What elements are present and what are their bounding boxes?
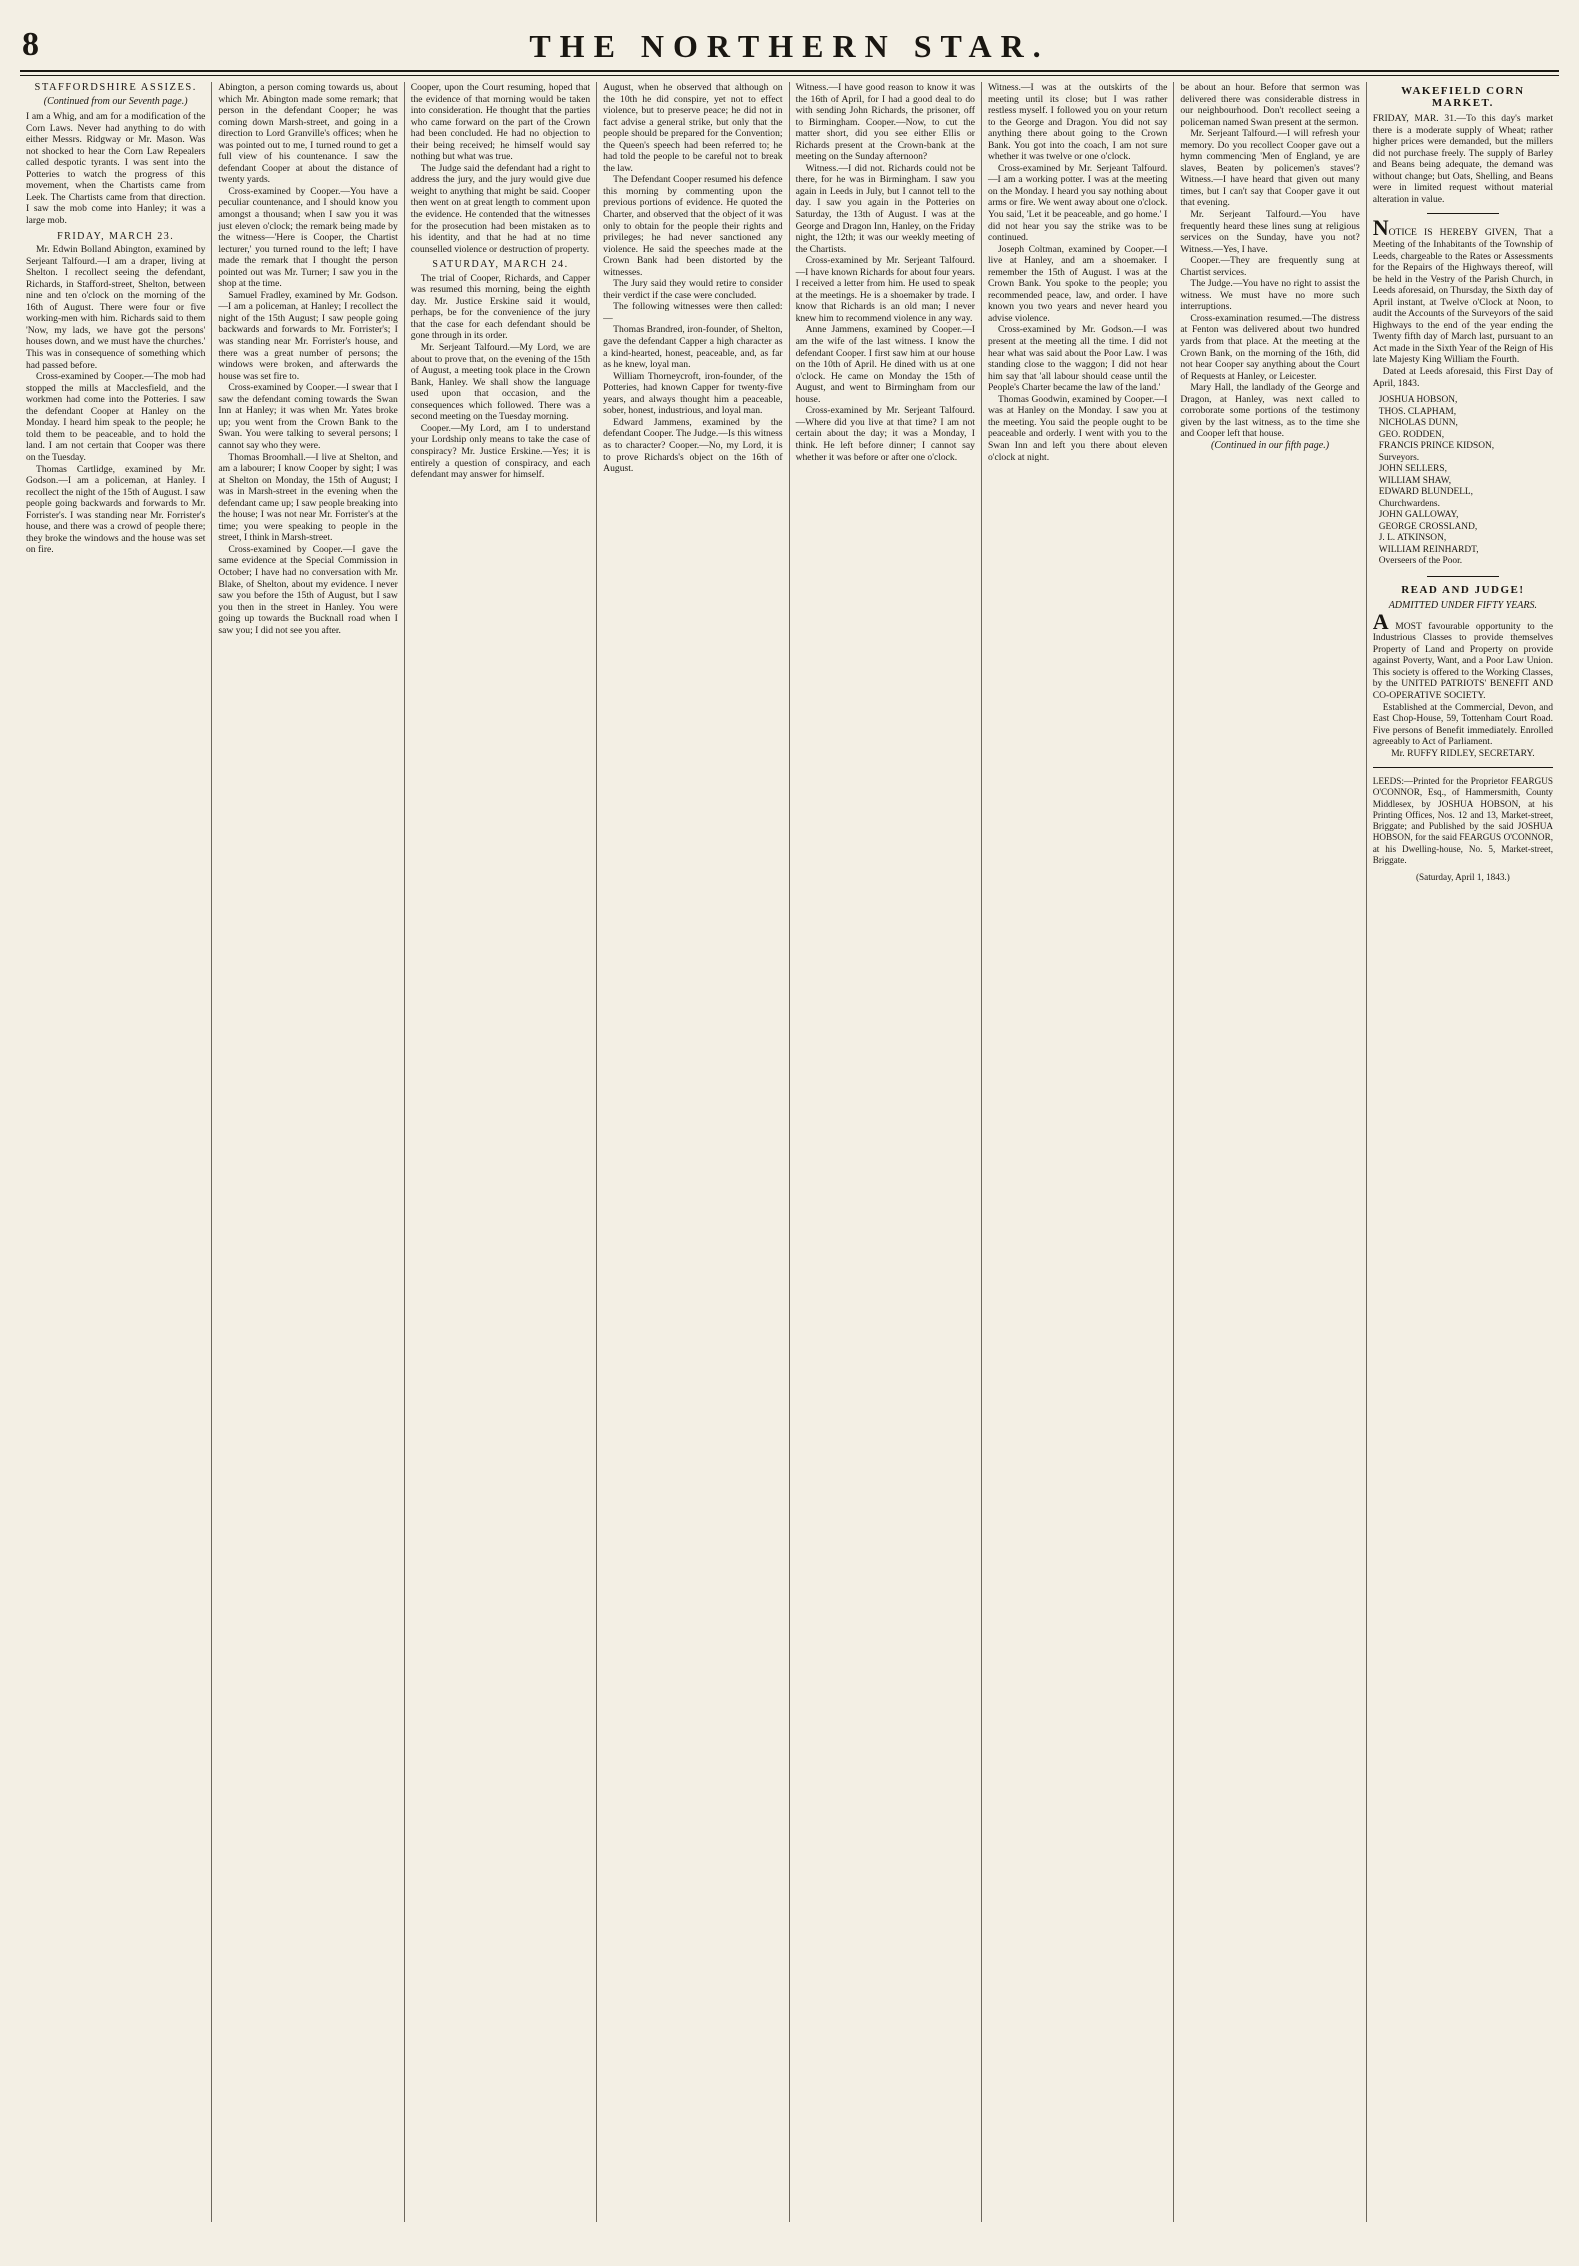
signatory: THOS. CLAPHAM,	[1378, 406, 1457, 417]
paragraph: Cooper.—My Lord, am I to understand your Lordship only means to take the case of conspiracy? Mr. Justice Erskine.—Yes; it is entirely a question of conspiracy, and each defendant may answer for himself.	[410, 422, 591, 481]
advert-text: Established at the Commercial, Devon, and East Chop-House, 59, Tottenham Court Road. Five persons of Benefit immediately. Enrolled agreeably to Act of Parliament.	[1372, 701, 1553, 748]
paragraph: Witness.—I was at the outskirts of the meeting until its close; but I was rather restless myself. I followed you on your return to the George and Dragon. You did not say anything there about going to the Crown Bank. You got into the coach, I am not sure whether it was twelve or one o'clock.	[987, 82, 1168, 163]
paragraph: Edward Jammens, examined by the defendant Cooper. The Judge.—Is this witness as to character? Cooper.—No, my Lord, it is to prove Richards's object on the 16th of August.	[603, 416, 783, 475]
paragraph: Thomas Brandred, iron-founder, of Shelton, gave the defendant Capper a high character as a kind-hearted, honest, peaceable, and, as far as he knew, loyal man.	[603, 324, 783, 371]
paragraph: The Judge said the defendant had a right to address the jury, and the jury would give due weight to anything that might be said. Cooper then went on at great length to comment upon the evidence. He contended that the witnesses for the prosecution had been mistaken as to his identity, and that he had at no time counselled violence or destruction of property.	[410, 162, 591, 255]
paragraph: Mr. Serjeant Talfourd.—My Lord, we are about to prove that, on the evening of the 15th of August, a meeting took place in the Crown Bank, Hanley. We shall show the language used upon that occasion, and the consequences which followed. There was a second meeting on the Tuesday morning.	[410, 342, 591, 423]
paragraph: Witness.—I did not. Richards could not be there, for he was in Birmingham. I saw you again in Leeds in July, but I cannot tell to the day. I saw you again in the Potteries on Saturday, the 13th of August. I was at the George and Dragon Inn, Hanley, on the Friday night, the 12th; it was our weekly meeting of the Chartists.	[795, 162, 975, 255]
paragraph: Witness.—I have good reason to know it was the 16th of April, for I had a good deal to do with sending John Richards, the prisoner, off to Birmingham. Cooper.—Now, to cut the matter short, did you see either Ellis or Richards present at the Crown-bank at the meeting on the Sunday afternoon?	[795, 82, 975, 163]
column-7	[1174, 82, 1366, 2222]
paragraph: Cross-examined by Cooper.—You have a peculiar countenance, and I should know you amongst a thousand; when I saw you it was just eleven o'clock; the remark being made by the witness—'Here is Cooper, the Chartist lecturer,' you turned round to the left; I have made the remark that I thought the person pointed out was Mr. Turner; I saw you in the shop at the time.	[218, 185, 398, 290]
column-4	[597, 82, 789, 2222]
page-number: 8	[22, 26, 39, 63]
paragraph: Thomas Goodwin, examined by Cooper.—I was at Hanley on the Monday. I saw you at the meeting. You said the people ought to be peaceable and orderly. I went with you to the Swan Inn and left you there about eleven o'clock at night.	[987, 393, 1168, 463]
masthead	[20, 26, 1559, 72]
paragraph: Cross-examined by Mr. Serjeant Talfourd.—I am a working potter. I was at the meeting on the Monday. I heard you say nothing about arms or fire. We went away about one o'clock. You said, 'Let it be peaceable, and go home.' I did not hear you say the strike was to be continued.	[987, 162, 1168, 244]
paragraph: Cooper.—They are frequently sung at Chartist services.	[1180, 255, 1360, 278]
paragraph: Thomas Broomhall.—I live at Shelton, and am a labourer; I know Cooper by sight; I was at Shelton on Monday, the 15th of August; I was in Marsh-street in the evening when the defendant came up; I saw people breaking into the house; I was not near Mr. Forrister's at the time; you were speaking to people in the street, I think in Marsh-street.	[218, 451, 398, 544]
paragraph: The Judge.—You have no right to assist the witness. We must have no more such interruptions.	[1180, 278, 1360, 313]
signatory: EDWARD BLUNDELL,	[1378, 487, 1473, 498]
masthead-rule	[20, 75, 1559, 76]
day-heading: FRIDAY, MARCH 23.	[57, 230, 175, 242]
assizes-heading: STAFFORDSHIRE ASSIZES.	[34, 82, 197, 93]
paragraph: Cross-examined by Mr. Godson.—I was present at the meeting all the time. I did not hear what was said about the Poor Law. I was standing close to the waggon; I did not hear him say that 'all labour should cease until the People's Charter became the law of the land.'	[987, 324, 1168, 394]
divider	[1427, 576, 1499, 577]
continued-from: (Continued from our Seventh page.)	[43, 95, 188, 107]
signatory: WILLIAM REINHARDT,	[1378, 544, 1479, 555]
notice-date: Dated at Leeds aforesaid, this First Day of April, 1843.	[1372, 366, 1553, 389]
paragraph: August, when he observed that although on the 10th he did conspire, yet not to effect violence, but to preserve peace; he did not in fact advise a general strike, but only that the people should be prepared for the Convention; the Queen's speech had been referred to; he had told the people to be careful not to break the law.	[603, 82, 783, 174]
secretary-line: Mr. RUFFY RIDLEY, SECRETARY.	[1391, 747, 1535, 759]
paragraph: Joseph Coltman, examined by Cooper.—I live at Hanley, and am a shoemaker. I remember the 15th of August. I was at the Crown Bank. You spoke to the people; you recommended peace, law, and order. I have known you two years and never heard you advise violence.	[987, 243, 1168, 324]
signatory-role: Churchwardens.	[1378, 498, 1440, 509]
paragraph: Samuel Fradley, examined by Mr. Godson.—I am a policeman, at Hanley; I recollect the night of the 15th August; I saw people going backwards and forwards to Mr. Forrister's; I was standing near Mr. Forrister's house, and there was a great number of persons; the windows were broken, and afterwards the house was set fire to.	[218, 289, 398, 382]
signatory: GEO. RODDEN,	[1378, 429, 1445, 440]
day-heading: SATURDAY, MARCH 24.	[432, 259, 569, 271]
paragraph: Cross-examination resumed.—The distress at Fenton was delivered about two hundred yards from that place. At the meeting at the Crown Bank, on the morning of the 16th, did not hear Cooper say anything about the Court of Requests at Hanley, or Leicester.	[1180, 312, 1360, 382]
paragraph: Cross-examined by Mr. Serjeant Talfourd.—I have known Richards for about four years. I received a letter from him. He used to speak at the meetings. He is a shoemaker by trade. I know that Richards is an old man; I never knew him to recommend violence in any way.	[795, 255, 975, 324]
signatory: GEORGE CROSSLAND,	[1378, 521, 1478, 532]
signatory: J. L. ATKINSON,	[1378, 533, 1447, 544]
column-6	[982, 82, 1174, 2222]
paragraph: William Thorneycroft, iron-founder, of the Potteries, had known Capper for twenty-five years, and always thought him a peaceable, sober, honest, industrious, and loyal man.	[603, 370, 783, 417]
highway-notice: NOTICE IS HEREBY GIVEN, That a Meeting of the Inhabitants of the Township of Leeds, chargeable to the Rates or Assessments for the Repairs of the Highways thereof, will be held in the Vestry of the Parish Church, in Leeds aforesaid, on Thursday, the Sixth day of April instant, at Twelve o'Clock at Noon, to audit the Accounts of the Surveyors of the said Highways to the end of the year ending the Twenty fifth day of March last, pursuant to an Act made in the Sixth Year of the Reign of His late Majesty King William the Fourth.	[1372, 215, 1553, 366]
signatory: JOSHUA HOBSON,	[1378, 395, 1458, 406]
signatory: JOHN SELLERS,	[1378, 464, 1447, 475]
paragraph: Cross-examined by Cooper.—The mob had stopped the mills at Macclesfield, and the workmen had come into the Potteries. I saw the defendant Cooper at Hanley on the Monday. I heard him speak to the people; he told them to be peaceable, and to hold the land. I am not certain that Cooper was there on the Tuesday.	[26, 371, 206, 463]
newspaper-title: THE NORTHERN STAR.	[529, 28, 1050, 64]
column-3	[405, 82, 597, 2222]
paragraph: Cross-examined by Cooper.—I gave the same evidence at the Special Commission in October; I have had no conversation with Mr. Blake, of Shelton, about my evidence. I never saw you before the 15th of August, but I saw you then in the street in Hanley. You were going up towards the Bucknall road when I saw you; I did not see you after.	[218, 543, 398, 636]
paragraph: Mr. Serjeant Talfourd.—I will refresh your memory. Do you recollect Cooper gave out a hymn commencing 'Men of England, ye are slaves, Beaten by policemen's staves'? Witness.—I have heard that given out many times, but I can't say that Cooper gave it out that evening.	[1180, 128, 1360, 209]
signatory-role: Overseers of the Poor.	[1378, 556, 1463, 567]
printer-imprint: LEEDS:—Printed for the Proprietor FEARGUS O'CONNOR, Esq., of Hammersmith, County Middlesex, by JOSHUA HOBSON, at his Printing Offices, Nos. 12 and 13, Market-street, Briggate; and Published by the said JOSHUA HOBSON, for the said FEARGUS O'CONNOR, at his Dwelling-house, No. 5, Market-street, Briggate.	[1372, 776, 1553, 865]
market-report: FRIDAY, MAR. 31.—To this day's market there is a moderate supply of Wheat; rather higher prices were demanded, but the millers did not purchase freely. The supply of Barley and Beans being adequate, the demand was without change; but Oats, Shelling, and Beans were in limited request without material alteration in value.	[1372, 113, 1553, 205]
advert-text: A MOST favourable opportunity to the Industrious Classes to provide themselves Property of Land and Property on provide against Poverty, Want, and a Poor Law Union. This society is offered to the Working Classes, by the UNITED PATRIOTS' BENEFIT AND CO-OPERATIVE SOCIETY.	[1372, 608, 1553, 701]
advert-title: READ AND JUDGE!	[1401, 583, 1525, 596]
columns	[20, 82, 1559, 2222]
signatory: WILLIAM SHAW,	[1378, 475, 1452, 486]
market-title: WAKEFIELD CORN MARKET.	[1401, 85, 1525, 109]
paragraph: Mary Hall, the landlady of the George and Dragon, at Hanley, was next called to corroborate some portions of the testimony given by the last witness, as to the time she and Cooper left that house.	[1180, 382, 1360, 440]
paragraph: Mr. Edwin Bolland Abington, examined by Serjeant Talfourd.—I am a draper, living at Shelton. I recollect seeing the defendant, Richards, in Stafford-street, Shelton, between nine and ten o'clock on the morning of the 16th of August. There were four or five working-men with him. Richards said to them 'Now, my lads, we have got the persons' houses down, and we must have the churches.' This was in consequence of something which had passed before.	[26, 244, 206, 371]
paragraph: The Jury said they would retire to consider their verdict if the case were concluded.	[603, 278, 783, 301]
paragraph: I am a Whig, and am for a modification of the Corn Laws. Never had anything to do with either Messrs. Ridgway or Mr. Mason. Was not shocked to hear the Corn Law Repealers called despotic tyrants. I was sent into the Potteries to watch the progress of this movement, when the Chartists came from Leek. The Chartists came from that direction. I saw the mob come into Hanley; it was a large mob.	[26, 111, 206, 227]
divider	[1373, 767, 1553, 768]
advert-subtitle: ADMITTED UNDER FIFTY YEARS.	[1388, 600, 1538, 612]
signatories	[1373, 395, 1553, 568]
continued-note: (Continued in our fifth page.)	[1211, 439, 1330, 451]
divider	[1427, 213, 1499, 214]
signatory: NICHOLAS DUNN,	[1378, 418, 1458, 429]
column-2	[212, 82, 404, 2222]
signatory: FRANCIS PRINCE KIDSON,	[1378, 441, 1495, 452]
paragraph: Anne Jammens, examined by Cooper.—I am the wife of the last witness. I know the defendant Cooper. I first saw him at our house on the 10th of April. He dined with us at one o'clock. He came on Monday the 15th of August, and went to Birmingham from our house.	[795, 324, 975, 405]
signatory: JOHN GALLOWAY,	[1378, 510, 1459, 521]
paragraph: The following witnesses were then called:—	[603, 301, 783, 324]
paragraph: Mr. Serjeant Talfourd.—You have frequently heard these lines sung at religious services on the Sunday, have you not? Witness.—Yes, I have.	[1180, 209, 1360, 255]
paragraph: The trial of Cooper, Richards, and Capper was resumed this morning, being the eighth day. Mr. Justice Erskine said it would, perhaps, be for the convenience of the jury that the case for each defendant should be gone through in its order.	[410, 272, 591, 342]
paragraph: Cross-examined by Cooper.—I swear that I saw the defendant coming towards the Swan Inn at Hanley; it was when Mr. Yates broke up; you went from the Crown Bank to the Swan. You were talking to several persons; I cannot say who they were.	[218, 382, 398, 451]
paragraph: Abington, a person coming towards us, about which Mr. Abington made some remark; that person in the defendant Cooper; he was coming down Marsh-street, and going in a direction to Lord Granville's offices; when he was pointed out to me, I turned round to get a full view of his countenance. I saw the defendant Cooper at about the distance of twenty yards.	[218, 82, 398, 186]
column-1	[20, 82, 212, 2222]
paragraph: The Defendant Cooper resumed his defence this morning by commenting upon the previous portions of evidence. He quoted the Charter, and observed that the object of it was only to obtain for the people their rights and privileges; he had never sanctioned any violence. He said the speeches made at the Crown Bank had been distorted by the witnesses.	[603, 174, 783, 278]
column-8	[1367, 82, 1559, 2222]
paragraph: Cross-examined by Mr. Serjeant Talfourd.—Where did you live at that time? I am not certain about the day; it was a Monday, I think. He left before dinner; I cannot say whether it was before or after one o'clock.	[795, 405, 975, 463]
signatory-role: Surveyors.	[1378, 452, 1420, 463]
column-5	[790, 82, 982, 2222]
imprint-date: (Saturday, April 1, 1843.)	[1415, 871, 1510, 882]
paragraph: be about an hour. Before that sermon was delivered there was considerable distress in our neighbourhood. Don't recollect seeing a policeman named Swan present at the sermon.	[1180, 82, 1360, 128]
paragraph: Cooper, upon the Court resuming, hoped that the evidence of that morning would be taken into consideration. He thought that the parties who came forward on the part of the Crown had been concluded. He had no objection to their being received; he himself would say nothing but what was true.	[410, 82, 591, 163]
paragraph: Thomas Cartlidge, examined by Mr. Godson.—I am a policeman, at Hanley. I recollect the night of the 15th of August. I saw people going backwards and forwards to Mr. Forrister's. I was standing near Mr. Forrister's house, and there was a crowd of people there; they broke the windows and the house was set on fire.	[26, 463, 206, 556]
